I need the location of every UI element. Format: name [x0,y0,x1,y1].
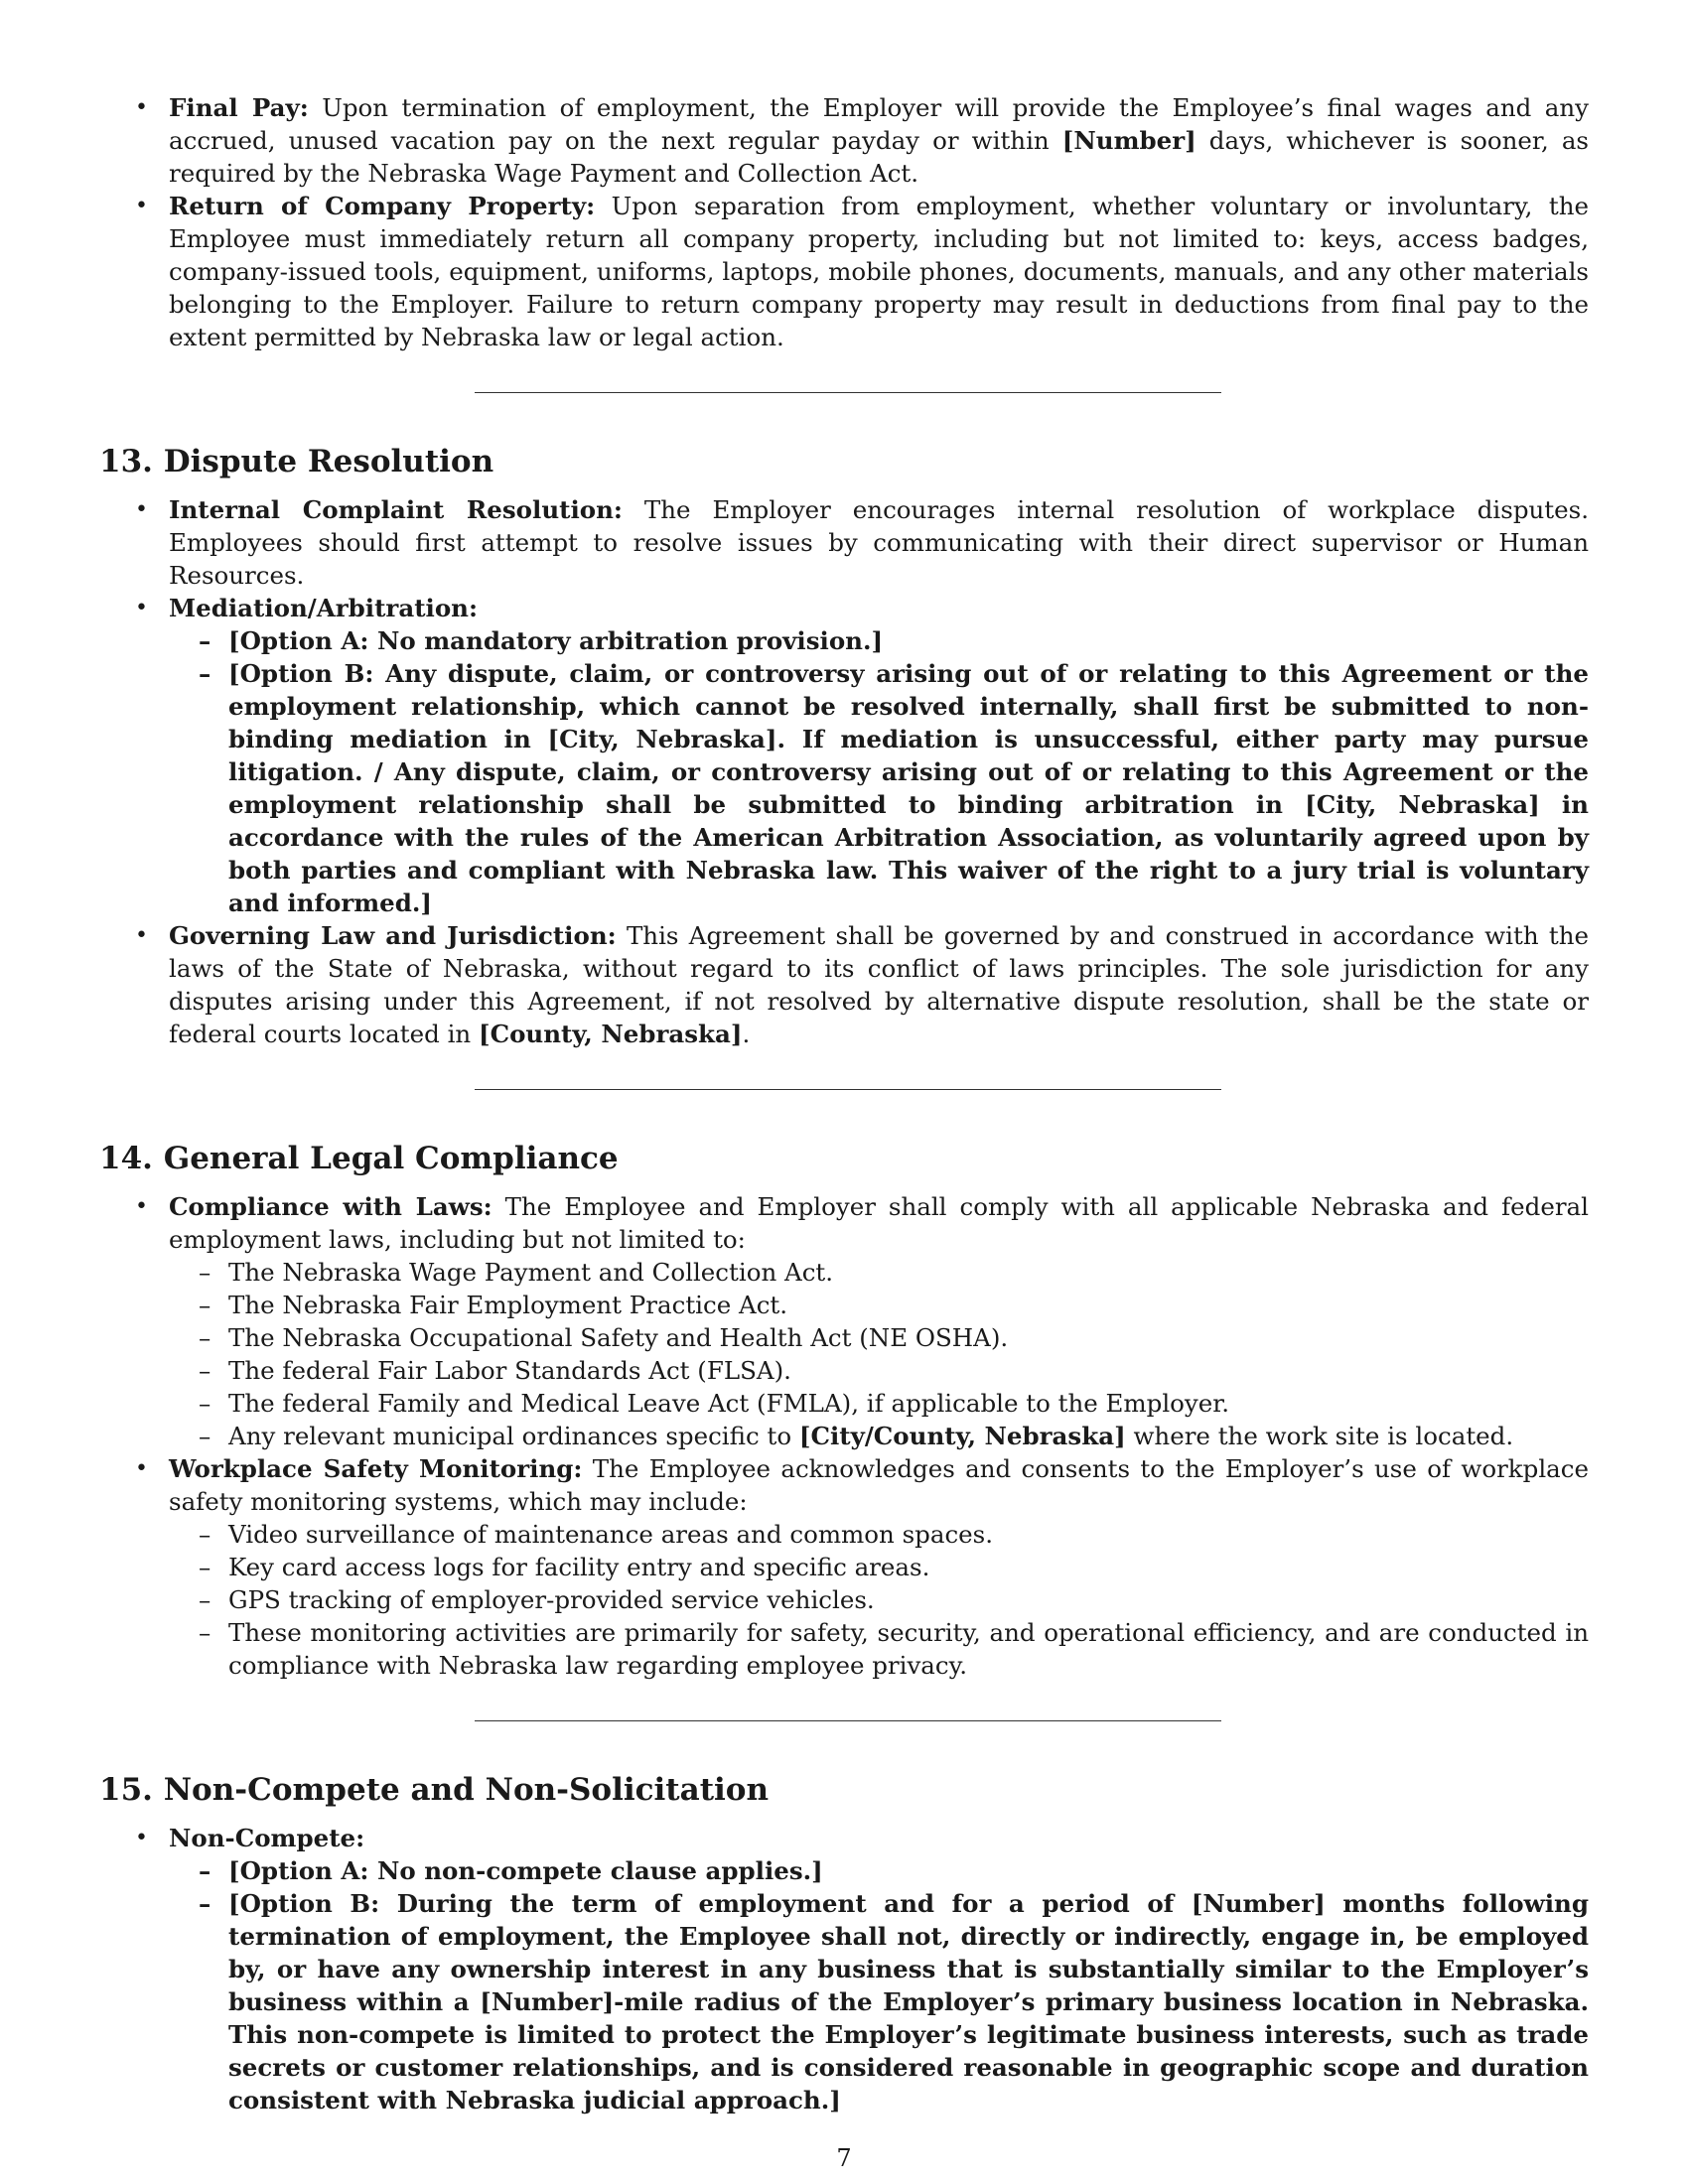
monitoring-item: – GPS tracking of employer-provided service vehicles. [169,1583,1589,1616]
section-divider [475,392,1221,393]
monitoring-list [169,1518,1589,1682]
document-page [99,91,1589,2116]
section-divider [475,1089,1221,1090]
section-title-dispute-resolution: 13. Dispute Resolution [99,444,494,479]
section-divider [475,1720,1221,1721]
non-compete-list [99,1822,1589,2116]
monitoring-item: – Key card access logs for facility entry and specific areas. [169,1551,1589,1583]
legal-compliance-list [99,1190,1589,1682]
placeholder-number: [Number] [1061,126,1196,155]
list-item-safety-monitoring [99,1452,1589,1682]
option-b: – [Option B: During the term of employment and for a period of [Number] months following termination of employment, the Employee shall not, directly or indirectly, engage in, be employed by, or have any ownership interest in any business that is substantially similar to the Employer’s business within a [Number]-mile radius of the Employer’s primary business location in Nebraska. This non-compete is limited to protect the Employer’s legitimate business interests, such as trade secrets or customer relationships, and is considered reasonable in geographic scope and duration consistent with Nebraska judicial approach.] [169,1887,1589,2116]
placeholder-city-county: [City/County, Nebraska] [798,1422,1126,1450]
list-item-compliance-laws [99,1190,1589,1452]
law-item: – The Nebraska Occupational Safety and Health Act (NE OSHA). [169,1321,1589,1354]
item-text: Upon termination of employment, the Employer will provide the Employee’s final wages and any accrued, unused vacation pay on the next regular payday or within [169,93,1589,155]
list-item-internal-complaint [99,493,1589,592]
list-item-non-compete [99,1822,1589,2116]
mediation-options [169,624,1589,919]
item-text: This Agreement shall be governed by and construed in accordance with the laws of the State of Nebraska, without regard to its conflict of laws principles. The sole jurisdiction for any disputes arising under this Agreement, if not resolved by alternative dispute resolution, shall be the state or federal courts located in [169,921,1590,1048]
list-item-governing-law [99,919,1589,1050]
item-label: Workplace Safety Monitoring: [169,1454,583,1483]
option-b: – [Option B: Any dispute, claim, or controversy arising out of or relating to this Agreement or the employment relationship, which cannot be resolved internally, shall first be submitted to non-binding mediation in [City, Nebraska]. If mediation is unsuccessful, either party may pursue litigation. / Any dispute, claim, or controversy arising out of or relating to this Agreement or the employment relationship shall be submitted to binding arbitration in [City, Nebraska] in accordance with the rules of the American Arbitration Association, as voluntarily agreed upon by both parties and compliant with Nebraska law. This waiver of the right to a jury trial is voluntary and informed.] [169,657,1589,919]
list-item-mediation [99,592,1589,919]
item-label: Governing Law and Jurisdiction: [169,921,617,950]
monitoring-item: – These monitoring activities are primarily for safety, security, and operational efficiency, and are conducted in compliance with Nebraska law regarding employee privacy. [169,1616,1589,1682]
law-item: – The federal Fair Labor Standards Act (FLSA). [169,1354,1589,1387]
item-text: The Employee and Employer shall comply with all applicable Nebraska and federal employment laws, including but not limited to: [169,1192,1589,1254]
item-label: Final Pay: [169,93,309,122]
law-item: – The federal Family and Medical Leave Act (FMLA), if applicable to the Employer. [169,1387,1589,1420]
non-compete-options [169,1854,1589,2116]
item-label: Non-Compete: [169,1824,365,1852]
law-item: – The Nebraska Wage Payment and Collection Act. [169,1256,1589,1289]
item-label: Return of Company Property: [169,192,596,220]
item-label: Compliance with Laws: [169,1192,492,1221]
option-a: – [Option A: No mandatory arbitration provision.] [169,624,1589,657]
dispute-resolution-list [99,493,1589,1050]
monitoring-item: – Video surveillance of maintenance areas and common spaces. [169,1518,1589,1551]
laws-list [169,1256,1589,1452]
placeholder-county: [County, Nebraska] [479,1020,743,1048]
item-label: Mediation/Arbitration: [169,594,479,622]
item-text: Any relevant municipal ordinances specific to [228,1422,799,1450]
page-number: 7 [836,2144,852,2172]
item-text: The Employer encourages internal resolution of workplace disputes. Employees should first attempt to resolve issues by communicating with their direct supervisor or Human Resources. [169,495,1589,590]
law-item [169,1420,1589,1452]
termination-list [99,91,1589,353]
list-item-return-property [99,190,1589,353]
section-title-non-compete: 15. Non-Compete and Non-Solicitation [99,1772,770,1808]
item-text: days, whichever is sooner, as required by the Nebraska Wage Payment and Collection Act. [169,126,1590,188]
item-text: Upon separation from employment, whether voluntary or involuntary, the Employee must immediately return all company property, including but not limited to: keys, access badges, company-issued tools, equipment, uniforms, laptops, mobile phones, documents, manuals, and any other materials belonging to the Employer. Failure to return company property may result in deductions from final pay to the extent permitted by Nebraska law or legal action. [169,192,1589,351]
item-text: The Employee acknowledges and consents to the Employer’s use of workplace safety monitoring systems, which may include: [169,1454,1589,1516]
option-a: – [Option A: No non-compete clause applies.] [169,1854,1589,1887]
item-label: Internal Complaint Resolution: [169,495,623,524]
item-text: where the work site is located. [1125,1422,1514,1450]
law-item: – The Nebraska Fair Employment Practice Act. [169,1289,1589,1321]
section-title-legal-compliance: 14. General Legal Compliance [99,1141,619,1176]
item-text: . [742,1020,751,1048]
list-item-final-pay [99,91,1589,190]
